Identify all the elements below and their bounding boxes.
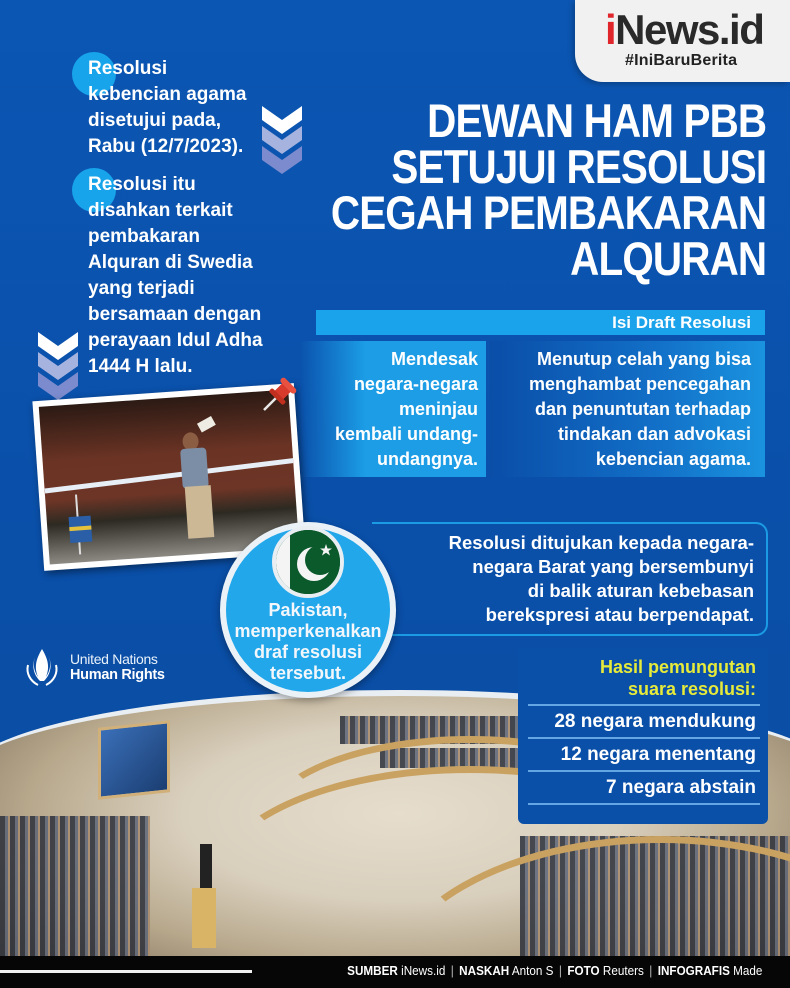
- pakistan-line: draf resolusi: [253, 642, 363, 662]
- credit-value: Made: [732, 963, 762, 978]
- bullet-line: 1444 H lalu.: [88, 356, 193, 377]
- credit-value: Anton S: [511, 963, 554, 978]
- pushpin-icon: [258, 376, 298, 416]
- pakistan-line: memperkenalkan: [234, 621, 382, 641]
- logo-i: i: [605, 6, 616, 53]
- draft-line: meninjau: [398, 399, 478, 419]
- bullet-line: yang terjadi: [88, 278, 195, 299]
- pakistan-text: [226, 600, 390, 684]
- pakistan-line: Pakistan,: [268, 600, 348, 620]
- bullet-line: pembakaran: [88, 226, 200, 247]
- footer-divider: [0, 970, 252, 973]
- bullet-date: [72, 56, 322, 160]
- un-human-rights-logo: [22, 645, 182, 689]
- target-line: di balik aturan kebebasan: [527, 580, 754, 601]
- police-tape: [45, 452, 300, 494]
- credit-label: FOTO: [566, 963, 600, 978]
- logo-tagline: #IniBaruBerita: [625, 52, 738, 69]
- draft-line: kebencian agama.: [595, 449, 751, 469]
- vote-row-abstain: 7 negara abstain: [528, 770, 760, 805]
- vote-heading: [518, 648, 768, 700]
- draft-line: tindakan dan advokasi: [557, 424, 751, 444]
- draft-line: undangnya.: [376, 449, 478, 469]
- credit-label: INFOGRAFIS: [657, 963, 730, 978]
- credit-value: Reuters: [602, 963, 644, 978]
- pakistan-badge: [220, 522, 396, 698]
- credits-text: SUMBER iNews.id | NASKAH Anton S | FOTO Reuters | INFOGRAFIS Made: [346, 963, 762, 978]
- target-line: negara Barat yang bersembunyi: [472, 556, 754, 577]
- person-body: [180, 447, 209, 489]
- lectern-screen: [200, 844, 212, 888]
- bullet-line: Resolusi itu: [88, 174, 196, 195]
- draft-line: menghambat pencegahan: [528, 374, 751, 394]
- draft-line: negara-negara: [353, 374, 478, 394]
- logo-wordmark: [605, 6, 763, 54]
- vote-row-against: 12 negara menentang: [528, 737, 760, 770]
- vote-results: [518, 648, 768, 824]
- bullet-line: disetujui pada,: [88, 110, 222, 131]
- bullet-line: bersamaan dengan: [88, 304, 262, 325]
- bullet-text: [72, 172, 322, 380]
- un-logo-line1: United Nations: [70, 651, 158, 667]
- vote-heading-line: suara resolusi:: [627, 679, 756, 699]
- logo-name: News.id: [615, 6, 764, 53]
- headline-line: CEGAH PEMBAKARAN: [330, 186, 766, 239]
- video-screen: [98, 720, 170, 800]
- inews-logo: [575, 0, 790, 82]
- vote-row-support: 28 negara mendukung: [528, 704, 760, 737]
- bullet-line: Rabu (12/7/2023).: [88, 136, 244, 157]
- bullet-line: kebencian agama: [88, 84, 247, 105]
- credit-value: iNews.id: [400, 963, 445, 978]
- vote-heading-line: Hasil pemungutan: [599, 657, 756, 677]
- podium: [192, 888, 216, 948]
- target-line: berekspresi atau berpendapat.: [485, 604, 754, 625]
- resolution-target-note: [372, 522, 768, 636]
- credit-label: NASKAH: [458, 963, 509, 978]
- draft-line: Mendesak: [390, 349, 478, 369]
- draft-point-review-laws: [300, 341, 486, 477]
- draft-heading: Isi Draft Resolusi: [316, 310, 765, 335]
- flame-laurel-icon: [22, 645, 62, 689]
- person-legs: [185, 485, 215, 539]
- pakistan-flag-icon: [272, 526, 344, 598]
- pakistan-line: tersebut.: [269, 663, 347, 683]
- bullet-line: Alquran di Swedia: [88, 252, 253, 273]
- burning-book: [197, 416, 216, 433]
- bullet-line: Resolusi: [88, 58, 168, 79]
- draft-line: dan penuntutan terhadap: [535, 399, 751, 419]
- draft-point-close-gaps: [490, 341, 765, 477]
- headline: [330, 94, 766, 285]
- credit-label: SUMBER: [346, 963, 398, 978]
- credits-footer: [0, 956, 790, 988]
- draft-line: Menutup celah yang bisa: [536, 349, 751, 369]
- target-line: Resolusi ditujukan kepada negara-: [448, 532, 754, 553]
- headline-line: DEWAN HAM PBB: [426, 94, 766, 147]
- headline-line: ALQURAN: [569, 232, 766, 285]
- un-logo-line2: Human Rights: [70, 667, 165, 683]
- headline-line: SETUJUI RESOLUSI: [391, 140, 766, 193]
- bullet-line: disahkan terkait: [88, 200, 233, 221]
- bullet-context: [72, 172, 322, 380]
- draft-line: kembali undang-: [334, 424, 478, 444]
- bullet-text: [72, 56, 322, 160]
- bullet-line: perayaan Idul Adha: [88, 330, 263, 351]
